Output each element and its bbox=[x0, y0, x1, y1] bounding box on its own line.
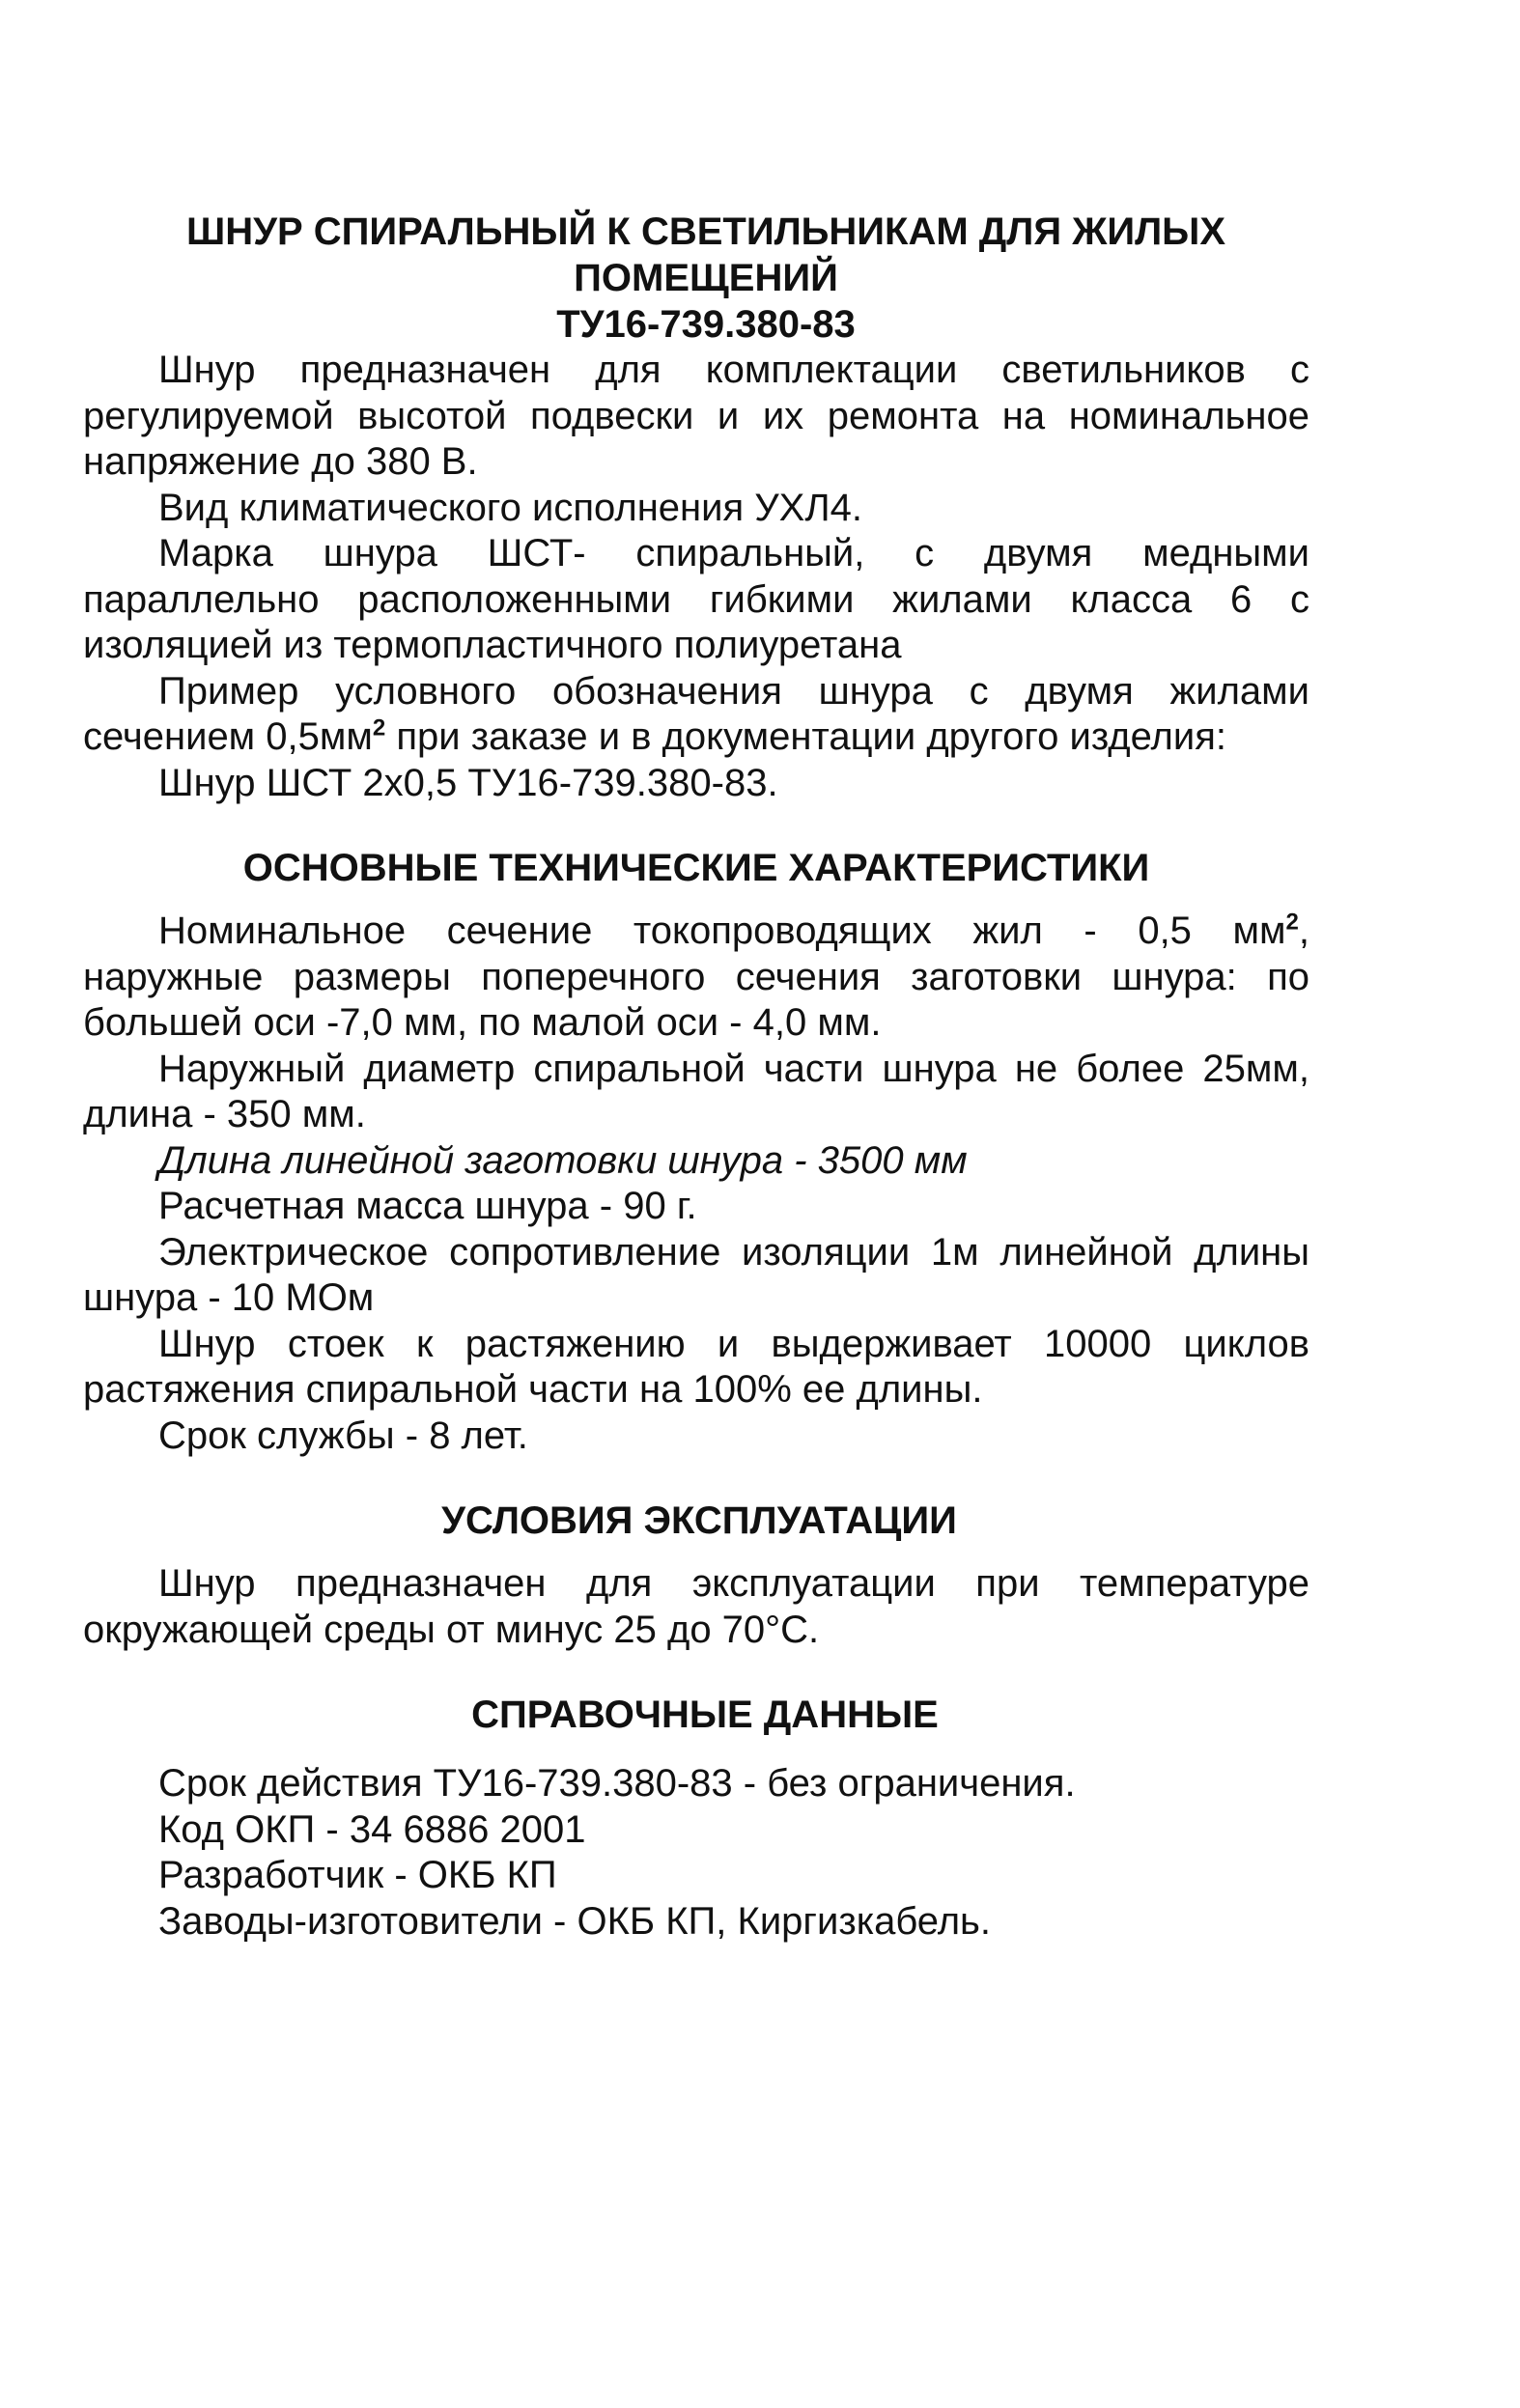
section-text-start: Номинальное сечение токопроводящих жил - 0,5 мм bbox=[158, 910, 1286, 952]
technical-paragraph-section bbox=[83, 909, 1309, 1047]
square-superscript: 2 bbox=[1285, 909, 1299, 936]
technical-heading: ОСНОВНЫЕ ТЕХНИЧЕСКИЕ ХАРАКТЕРИСТИКИ bbox=[242, 847, 1150, 889]
reference-paragraph-manufacturers: Заводы-изготовители - ОКБ КП, Киргизкабель. bbox=[158, 1899, 991, 1943]
reference-paragraph-validity: Срок действия ТУ16-739.380-83 - без ограничения. bbox=[158, 1762, 1076, 1805]
technical-paragraph-service-life: Срок службы - 8 лет. bbox=[158, 1414, 528, 1457]
example-text-end: при заказе и в документации другого изделия: bbox=[385, 715, 1227, 758]
spec-number: ТУ16-739.380-83 bbox=[556, 303, 856, 346]
conditions-paragraph-temperature: Шнур предназначен для эксплуатации при температуре окружающей среды от минус 25 до 70°С. bbox=[83, 1562, 1309, 1651]
intro-paragraph-example bbox=[83, 669, 1309, 761]
document-title: ШНУР СПИРАЛЬНЫЙ К СВЕТИЛЬНИКАМ ДЛЯ ЖИЛЫХ ПОМЕЩЕНИЙ bbox=[186, 210, 1225, 299]
technical-paragraph-resistance: Электрическое сопротивление изоляции 1м линейной длины шнура - 10 МОм bbox=[83, 1230, 1309, 1319]
reference-paragraph-developer: Разработчик - ОКБ КП bbox=[158, 1854, 557, 1896]
reference-paragraph-okp-code: Код ОКП - 34 6886 2001 bbox=[158, 1807, 586, 1851]
intro-paragraph-brand: Марка шнура ШСТ- спиральный, с двумя медными параллельно расположенными гибкими жилами класса 6 с изоляцией из термопластичного полиуретана bbox=[83, 532, 1309, 666]
technical-paragraph-mass: Расчетная масса шнура - 90 г. bbox=[158, 1185, 697, 1227]
example-text-start: Пример условного обозначения шнура с двумя жилами сечением 0,5мм bbox=[83, 669, 1309, 758]
reference-heading: СПРАВОЧНЫЕ ДАННЫЕ bbox=[471, 1694, 939, 1736]
square-superscript: 2 bbox=[372, 714, 386, 742]
conditions-heading: УСЛОВИЯ ЭКСПЛУАТАЦИИ bbox=[441, 1499, 957, 1542]
technical-paragraph-stretch: Шнур стоек к растяжению и выдерживает 10000 циклов растяжения спиральной части на 100% ее длины. bbox=[83, 1322, 1309, 1411]
intro-paragraph-climate: Вид климатического исполнения УХЛ4. bbox=[158, 486, 862, 529]
document-content bbox=[83, 209, 1309, 1945]
technical-paragraph-diameter: Наружный диаметр спиральной части шнура не более 25мм, длина - 350 мм. bbox=[83, 1047, 1309, 1135]
intro-paragraph-purpose: Шнур предназначен для комплектации светильников с регулируемой высотой подвески и их ремонта на номинальное напряжение до 380 В. bbox=[83, 349, 1309, 483]
intro-paragraph-designation: Шнур ШСТ 2х0,5 ТУ16-739.380-83. bbox=[158, 761, 778, 804]
section-text-end: , наружные размеры поперечного сечения заготовки шнура: по большей оси -7,0 мм, по малой оси - 4,0 мм. bbox=[83, 910, 1309, 1044]
technical-paragraph-length: Длина линейной заготовки шнура - 3500 мм bbox=[158, 1138, 968, 1182]
